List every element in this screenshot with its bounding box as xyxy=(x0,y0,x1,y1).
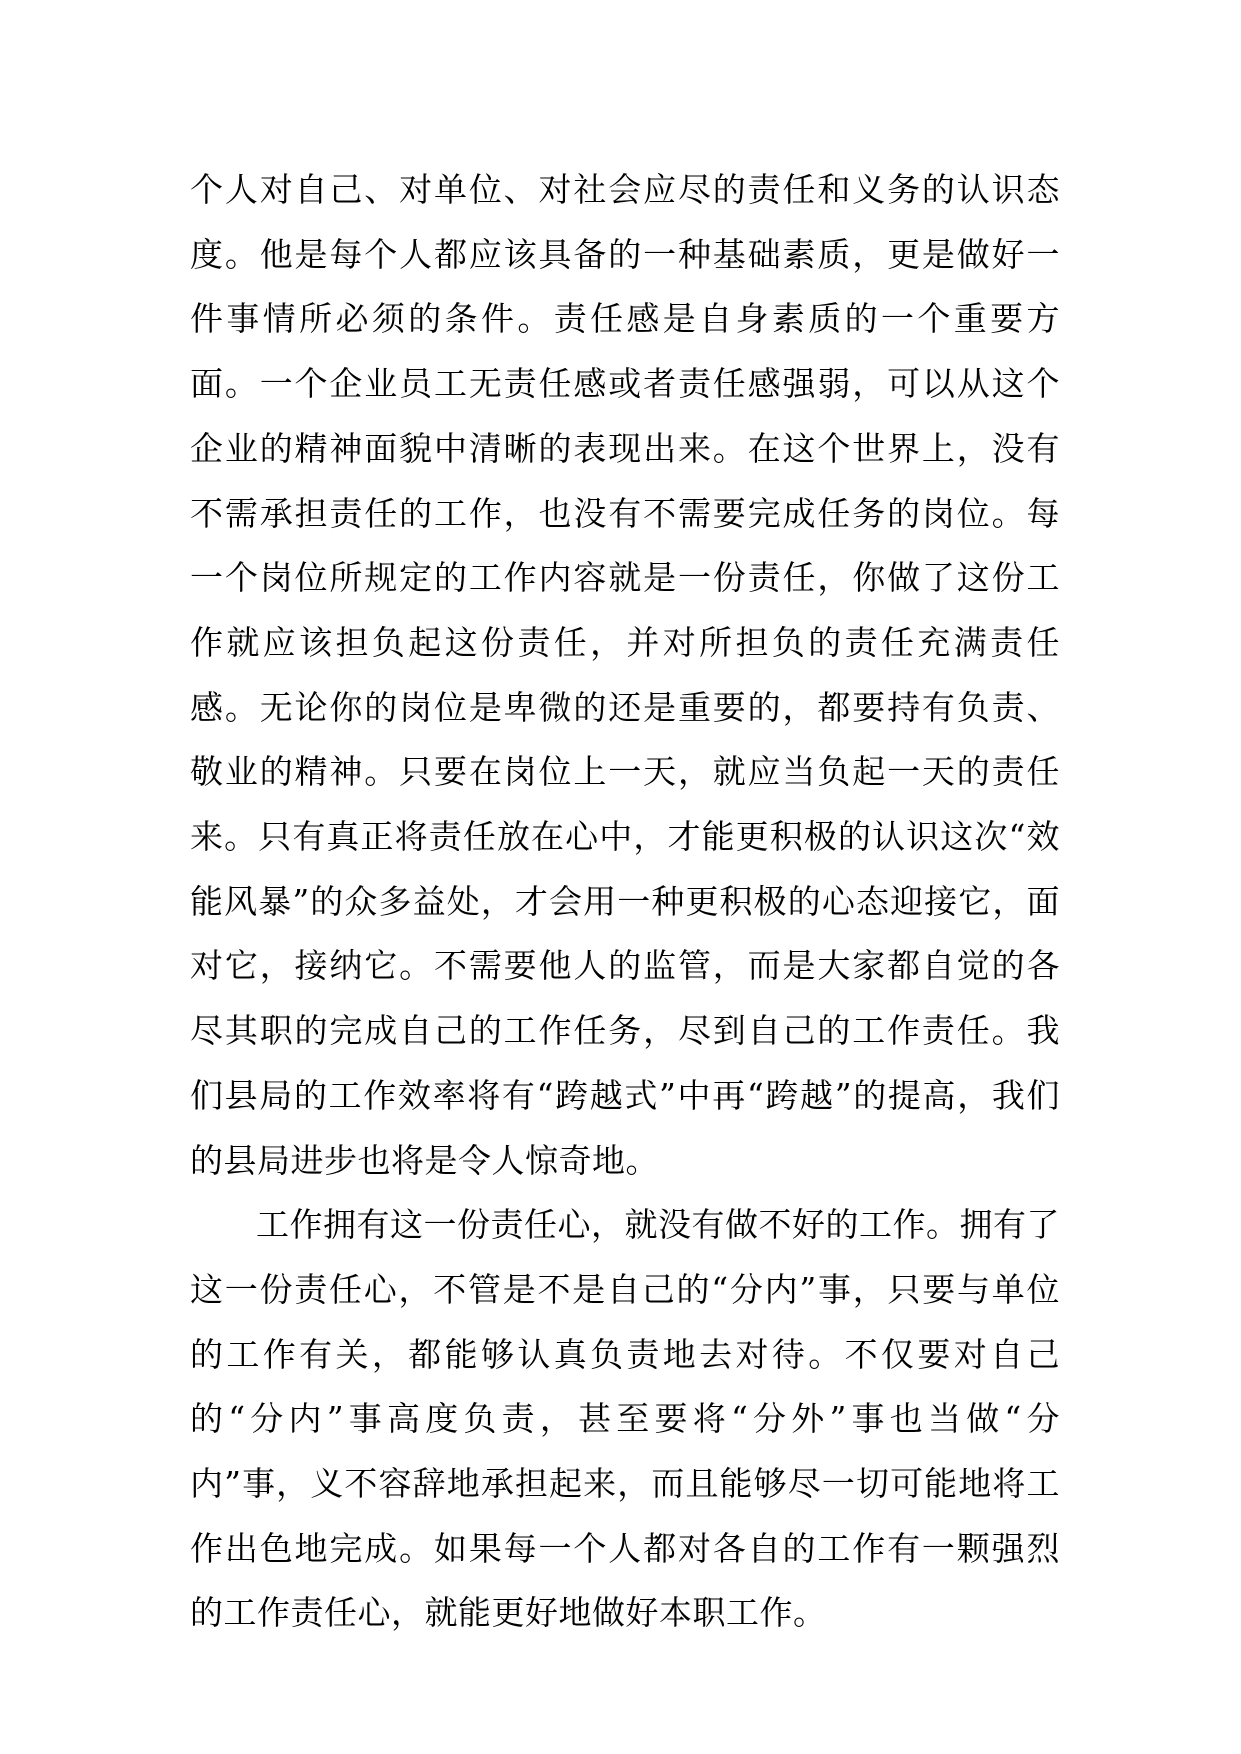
paragraph-2: 工作拥有这一份责任心，就没有做不好的工作。拥有了这一份责任心，不管是不是自己的“分内”事，只要与单位的工作有关，都能够认真负责地去对待。不仅要对自己的“分内”事高度负责，甚至要将“分外”事也当做“分内”事，义不容辞地承担起来，而且能够尽一切可能地将工作出色地完成。如果每一个人都对各自的工作有一颗强烈的工作责任心，就能更好地做好本职工作。 xyxy=(190,1205,1060,1633)
paragraph-1: 个人对自己、对单位、对社会应尽的责任和义务的认识态度。他是每个人都应该具备的一种基础素质，更是做好一件事情所必须的条件。责任感是自身素质的一个重要方面。一个企业员工无责任感或者责任感强弱，可以从这个企业的精神面貌中清晰的表现出来。在这个世界上，没有不需承担责任的工作，也没有不需要完成任务的岗位。每一个岗位所规定的工作内容就是一份责任，你做了这份工作就应该担负起这份责任，并对所担负的责任充满责任感。无论你的岗位是卑微的还是重要的，都要持有负责、敬业的精神。只要在岗位上一天，就应当负起一天的责任来。只有真正将责任放在心中，才能更积极的认识这次“效能风暴”的众多益处，才会用一种更积极的心态迎接它，面对它，接纳它。不需要他人的监管，而是大家都自觉的各尽其职的完成自己的工作任务，尽到自己的工作责任。我们县局的工作效率将有“跨越式”中再“跨越”的提高，我们的县局进步也将是令人惊奇地。 xyxy=(190,170,1060,1180)
document-body xyxy=(190,158,1060,1646)
